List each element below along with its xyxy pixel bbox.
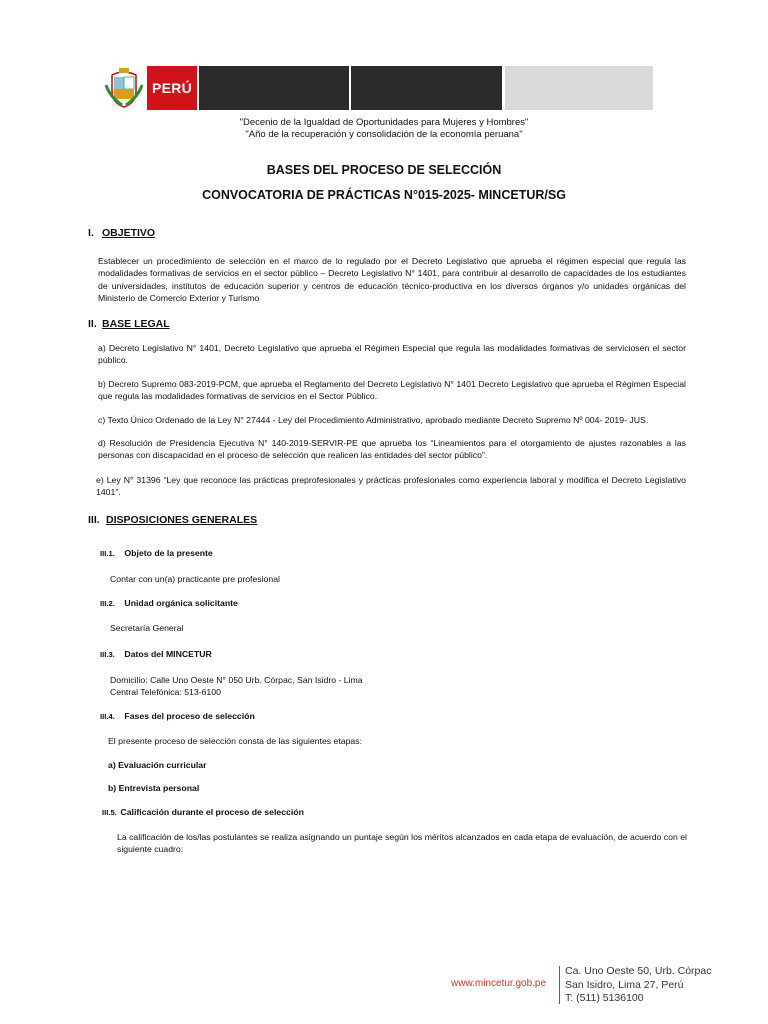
subsection-label: Datos del MINCETUR	[124, 649, 212, 659]
document-title: BASES DEL PROCESO DE SELECCIÓN	[266, 163, 502, 177]
coat-of-arms-icon	[104, 67, 144, 109]
subsection-heading	[100, 598, 238, 608]
subsection-number: III.4.	[100, 712, 115, 721]
section-heading-objetivo	[88, 227, 155, 239]
fase-b: b) Entrevista personal	[108, 783, 200, 793]
telefono-text: Central Telefónica: 513-6100	[110, 687, 221, 697]
subsection-heading	[100, 711, 255, 721]
section-heading-disposiciones	[88, 514, 257, 526]
objeto-text: Contar con un(a) practicante pre profesional	[110, 574, 280, 584]
section-number: III.	[88, 514, 100, 526]
peru-logo: PERÚ	[147, 66, 197, 110]
fases-text: El presente proceso de selección consta de las siguientes etapas:	[108, 736, 363, 746]
year-motto: "Año de la recuperación y consolidación de la economía peruana"	[245, 129, 523, 140]
subsection-heading	[100, 548, 213, 558]
section-label: BASE LEGAL	[102, 318, 170, 330]
section-label: DISPOSICIONES GENERALES	[106, 514, 258, 526]
footer-divider	[559, 966, 560, 1004]
header-bar-dark-2	[351, 66, 502, 110]
unidad-text: Secretaría General	[110, 623, 184, 633]
subsection-label: Fases del proceso de selección	[124, 711, 255, 721]
footer-address-2: San Isidro, Lima 27, Perú	[565, 979, 684, 991]
legal-item-d: d) Resolución de Presidencia Ejecutiva N° 140-2019-SERVIR-PE que aprueba los “Lineamientos para el otorgamiento de ajustes razonables a las personas con discapacidad en el proceso de selección que realicen las entidades del sector público”.	[98, 438, 686, 461]
section-number: II.	[88, 318, 97, 330]
section-number: I.	[88, 227, 94, 239]
subsection-number: III.5.	[102, 808, 117, 817]
fase-a: a) Evaluación curricular	[108, 760, 207, 770]
subsection-number: III.2.	[100, 599, 115, 608]
legal-item-e: e) Ley N° 31396 “Ley que reconoce las prácticas preprofesionales y prácticas profesionales como experiencia laboral y modifica el Decreto Legislativo 1401”.	[96, 475, 686, 498]
subsection-heading	[102, 807, 304, 817]
domicilio-text: Domicilio: Calle Uno Oeste N° 050 Urb. Córpac, San Isidro - Lima	[110, 675, 363, 685]
header-bar-light	[505, 66, 653, 110]
decade-motto: "Decenio de la Igualdad de Oportunidades para Mujeres y Hombres"	[239, 117, 529, 128]
subsection-number: III.3.	[100, 650, 115, 659]
document-subtitle: CONVOCATORIA DE PRÁCTICAS N°015-2025- MINCETUR/SG	[202, 188, 566, 202]
subsection-label: Objeto de la presente	[124, 548, 213, 558]
subsection-number: III.1.	[100, 549, 115, 558]
subsection-heading	[100, 649, 212, 659]
legal-item-a: a) Decreto Legislativo N° 1401, Decreto Legislativo que aprueba el Régimen Especial que regula las modalidades formativas de serviciosen el sector público.	[98, 343, 686, 366]
section-label: OBJETIVO	[102, 227, 156, 239]
legal-item-c: c) Texto Único Ordenado de la Ley N° 27444 - Ley del Procedimiento Administrativo, aprobado mediante Decreto Supremo Nº 004- 2019- JUS.	[98, 415, 649, 425]
footer-address-1: Ca. Uno Oeste 50, Urb. Córpac	[565, 965, 712, 977]
objetivo-paragraph: Establecer un procedimiento de selección en el marco de lo regulado por el Decreto Legislativo que aprueba el régimen especial que regula las modalidades formativas de servicios en el sector público – Decreto Legislativo N° 1401, para contribuir al desarrollo de capacidades de los estudiantes de universidades, institutos de educación superior y centros de educación técnico-productiva en los diversos órganos y/o unidades orgánicas del Ministerio de Comercio Exterior y Turismo	[98, 256, 686, 304]
calificacion-text: La calificación de los/las postulantes se realiza asignando un puntaje según los méritos alcanzados en cada etapa de evaluación, de acuerdo con el siguiente cuadro:	[117, 832, 687, 855]
footer-website-link[interactable]: www.mincetur.gob.pe	[451, 978, 547, 989]
section-heading-base-legal	[88, 318, 170, 330]
footer-phone: T: (511) 5136100	[565, 992, 644, 1004]
subsection-label: Calificación durante el proceso de selección	[120, 807, 304, 817]
subsection-label: Unidad orgánica solicitante	[124, 598, 238, 608]
header-bar-dark-1	[199, 66, 349, 110]
legal-item-b: b) Decreto Supremo 083-2019-PCM, que aprueba el Reglamento del Decreto Legislativo N° 1401 Decreto Legislativo que aprueba el Régimen Especial que regula las modalidades formativas de servicios en el Sector Público.	[98, 379, 686, 402]
